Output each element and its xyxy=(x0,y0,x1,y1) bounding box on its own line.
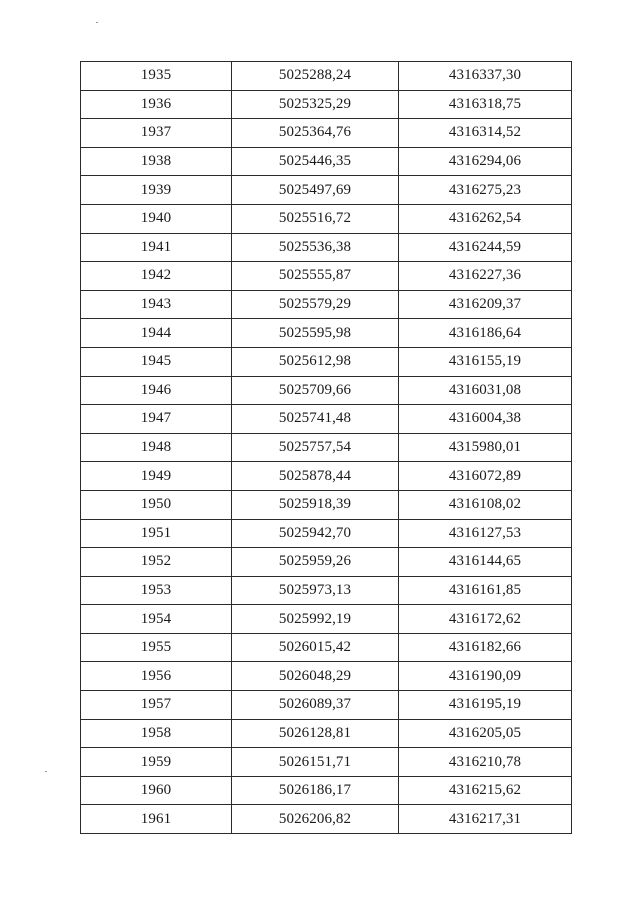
x-coordinate-cell: 5025757,54 xyxy=(232,433,399,462)
x-coordinate-cell: 5025497,69 xyxy=(232,176,399,205)
x-coordinate-cell: 5025942,70 xyxy=(232,519,399,548)
y-coordinate-cell: 4316031,08 xyxy=(399,376,572,405)
y-coordinate-cell: 4316294,06 xyxy=(399,147,572,176)
x-coordinate-cell: 5026089,37 xyxy=(232,691,399,720)
y-coordinate-cell: 4316205,05 xyxy=(399,719,572,748)
x-coordinate-cell: 5026128,81 xyxy=(232,719,399,748)
x-coordinate-cell: 5025579,29 xyxy=(232,290,399,319)
point-number-cell: 1938 xyxy=(81,147,232,176)
x-coordinate-cell: 5025288,24 xyxy=(232,62,399,91)
y-coordinate-cell: 4316072,89 xyxy=(399,462,572,491)
point-number-cell: 1943 xyxy=(81,290,232,319)
x-coordinate-cell: 5025973,13 xyxy=(232,576,399,605)
point-number-cell: 1961 xyxy=(81,805,232,834)
point-number-cell: 1944 xyxy=(81,319,232,348)
y-coordinate-cell: 4316195,19 xyxy=(399,691,572,720)
table-row xyxy=(81,233,572,262)
y-coordinate-cell: 4316215,62 xyxy=(399,776,572,805)
x-coordinate-cell: 5025325,29 xyxy=(232,90,399,119)
coordinates-table-body xyxy=(81,62,572,834)
y-coordinate-cell: 4316182,66 xyxy=(399,633,572,662)
x-coordinate-cell: 5025612,98 xyxy=(232,347,399,376)
table-row xyxy=(81,576,572,605)
x-coordinate-cell: 5025878,44 xyxy=(232,462,399,491)
table-row xyxy=(81,176,572,205)
x-coordinate-cell: 5026015,42 xyxy=(232,633,399,662)
x-coordinate-cell: 5025959,26 xyxy=(232,548,399,577)
point-number-cell: 1958 xyxy=(81,719,232,748)
point-number-cell: 1949 xyxy=(81,462,232,491)
y-coordinate-cell: 4315980,01 xyxy=(399,433,572,462)
y-coordinate-cell: 4316337,30 xyxy=(399,62,572,91)
coordinates-table xyxy=(80,61,572,834)
x-coordinate-cell: 5025741,48 xyxy=(232,405,399,434)
x-coordinate-cell: 5026048,29 xyxy=(232,662,399,691)
y-coordinate-cell: 4316262,54 xyxy=(399,204,572,233)
y-coordinate-cell: 4316210,78 xyxy=(399,748,572,777)
table-row xyxy=(81,347,572,376)
point-number-cell: 1951 xyxy=(81,519,232,548)
y-coordinate-cell: 4316004,38 xyxy=(399,405,572,434)
table-row xyxy=(81,405,572,434)
point-number-cell: 1939 xyxy=(81,176,232,205)
y-coordinate-cell: 4316155,19 xyxy=(399,347,572,376)
table-row xyxy=(81,776,572,805)
table-row xyxy=(81,319,572,348)
table-row xyxy=(81,62,572,91)
y-coordinate-cell: 4316314,52 xyxy=(399,119,572,148)
table-row xyxy=(81,519,572,548)
y-coordinate-cell: 4316217,31 xyxy=(399,805,572,834)
point-number-cell: 1935 xyxy=(81,62,232,91)
point-number-cell: 1947 xyxy=(81,405,232,434)
point-number-cell: 1946 xyxy=(81,376,232,405)
table-row xyxy=(81,691,572,720)
point-number-cell: 1936 xyxy=(81,90,232,119)
x-coordinate-cell: 5025516,72 xyxy=(232,204,399,233)
point-number-cell: 1955 xyxy=(81,633,232,662)
table-row xyxy=(81,119,572,148)
table-row xyxy=(81,433,572,462)
table-row xyxy=(81,262,572,291)
table-row xyxy=(81,548,572,577)
point-number-cell: 1953 xyxy=(81,576,232,605)
table-row xyxy=(81,490,572,519)
y-coordinate-cell: 4316275,23 xyxy=(399,176,572,205)
y-coordinate-cell: 4316318,75 xyxy=(399,90,572,119)
y-coordinate-cell: 4316190,09 xyxy=(399,662,572,691)
table-row xyxy=(81,90,572,119)
x-coordinate-cell: 5026151,71 xyxy=(232,748,399,777)
x-coordinate-cell: 5025709,66 xyxy=(232,376,399,405)
table-row xyxy=(81,662,572,691)
y-coordinate-cell: 4316209,37 xyxy=(399,290,572,319)
point-number-cell: 1954 xyxy=(81,605,232,634)
point-number-cell: 1948 xyxy=(81,433,232,462)
y-coordinate-cell: 4316144,65 xyxy=(399,548,572,577)
y-coordinate-cell: 4316172,62 xyxy=(399,605,572,634)
point-number-cell: 1937 xyxy=(81,119,232,148)
table-row xyxy=(81,805,572,834)
x-coordinate-cell: 5025364,76 xyxy=(232,119,399,148)
x-coordinate-cell: 5025536,38 xyxy=(232,233,399,262)
x-coordinate-cell: 5025918,39 xyxy=(232,490,399,519)
x-coordinate-cell: 5025555,87 xyxy=(232,262,399,291)
table-row xyxy=(81,147,572,176)
table-row xyxy=(81,605,572,634)
y-coordinate-cell: 4316108,02 xyxy=(399,490,572,519)
point-number-cell: 1956 xyxy=(81,662,232,691)
point-number-cell: 1960 xyxy=(81,776,232,805)
x-coordinate-cell: 5025992,19 xyxy=(232,605,399,634)
y-coordinate-cell: 4316186,64 xyxy=(399,319,572,348)
point-number-cell: 1959 xyxy=(81,748,232,777)
point-number-cell: 1941 xyxy=(81,233,232,262)
y-coordinate-cell: 4316127,53 xyxy=(399,519,572,548)
table-row xyxy=(81,462,572,491)
table-row xyxy=(81,204,572,233)
x-coordinate-cell: 5026206,82 xyxy=(232,805,399,834)
table-row xyxy=(81,376,572,405)
table-row xyxy=(81,719,572,748)
point-number-cell: 1957 xyxy=(81,691,232,720)
y-coordinate-cell: 4316161,85 xyxy=(399,576,572,605)
point-number-cell: 1950 xyxy=(81,490,232,519)
scan-speck xyxy=(96,22,98,23)
point-number-cell: 1940 xyxy=(81,204,232,233)
table-row xyxy=(81,633,572,662)
x-coordinate-cell: 5025595,98 xyxy=(232,319,399,348)
x-coordinate-cell: 5025446,35 xyxy=(232,147,399,176)
y-coordinate-cell: 4316227,36 xyxy=(399,262,572,291)
point-number-cell: 1942 xyxy=(81,262,232,291)
table-row xyxy=(81,748,572,777)
point-number-cell: 1952 xyxy=(81,548,232,577)
table-row xyxy=(81,290,572,319)
x-coordinate-cell: 5026186,17 xyxy=(232,776,399,805)
scan-speck xyxy=(45,771,47,772)
point-number-cell: 1945 xyxy=(81,347,232,376)
y-coordinate-cell: 4316244,59 xyxy=(399,233,572,262)
